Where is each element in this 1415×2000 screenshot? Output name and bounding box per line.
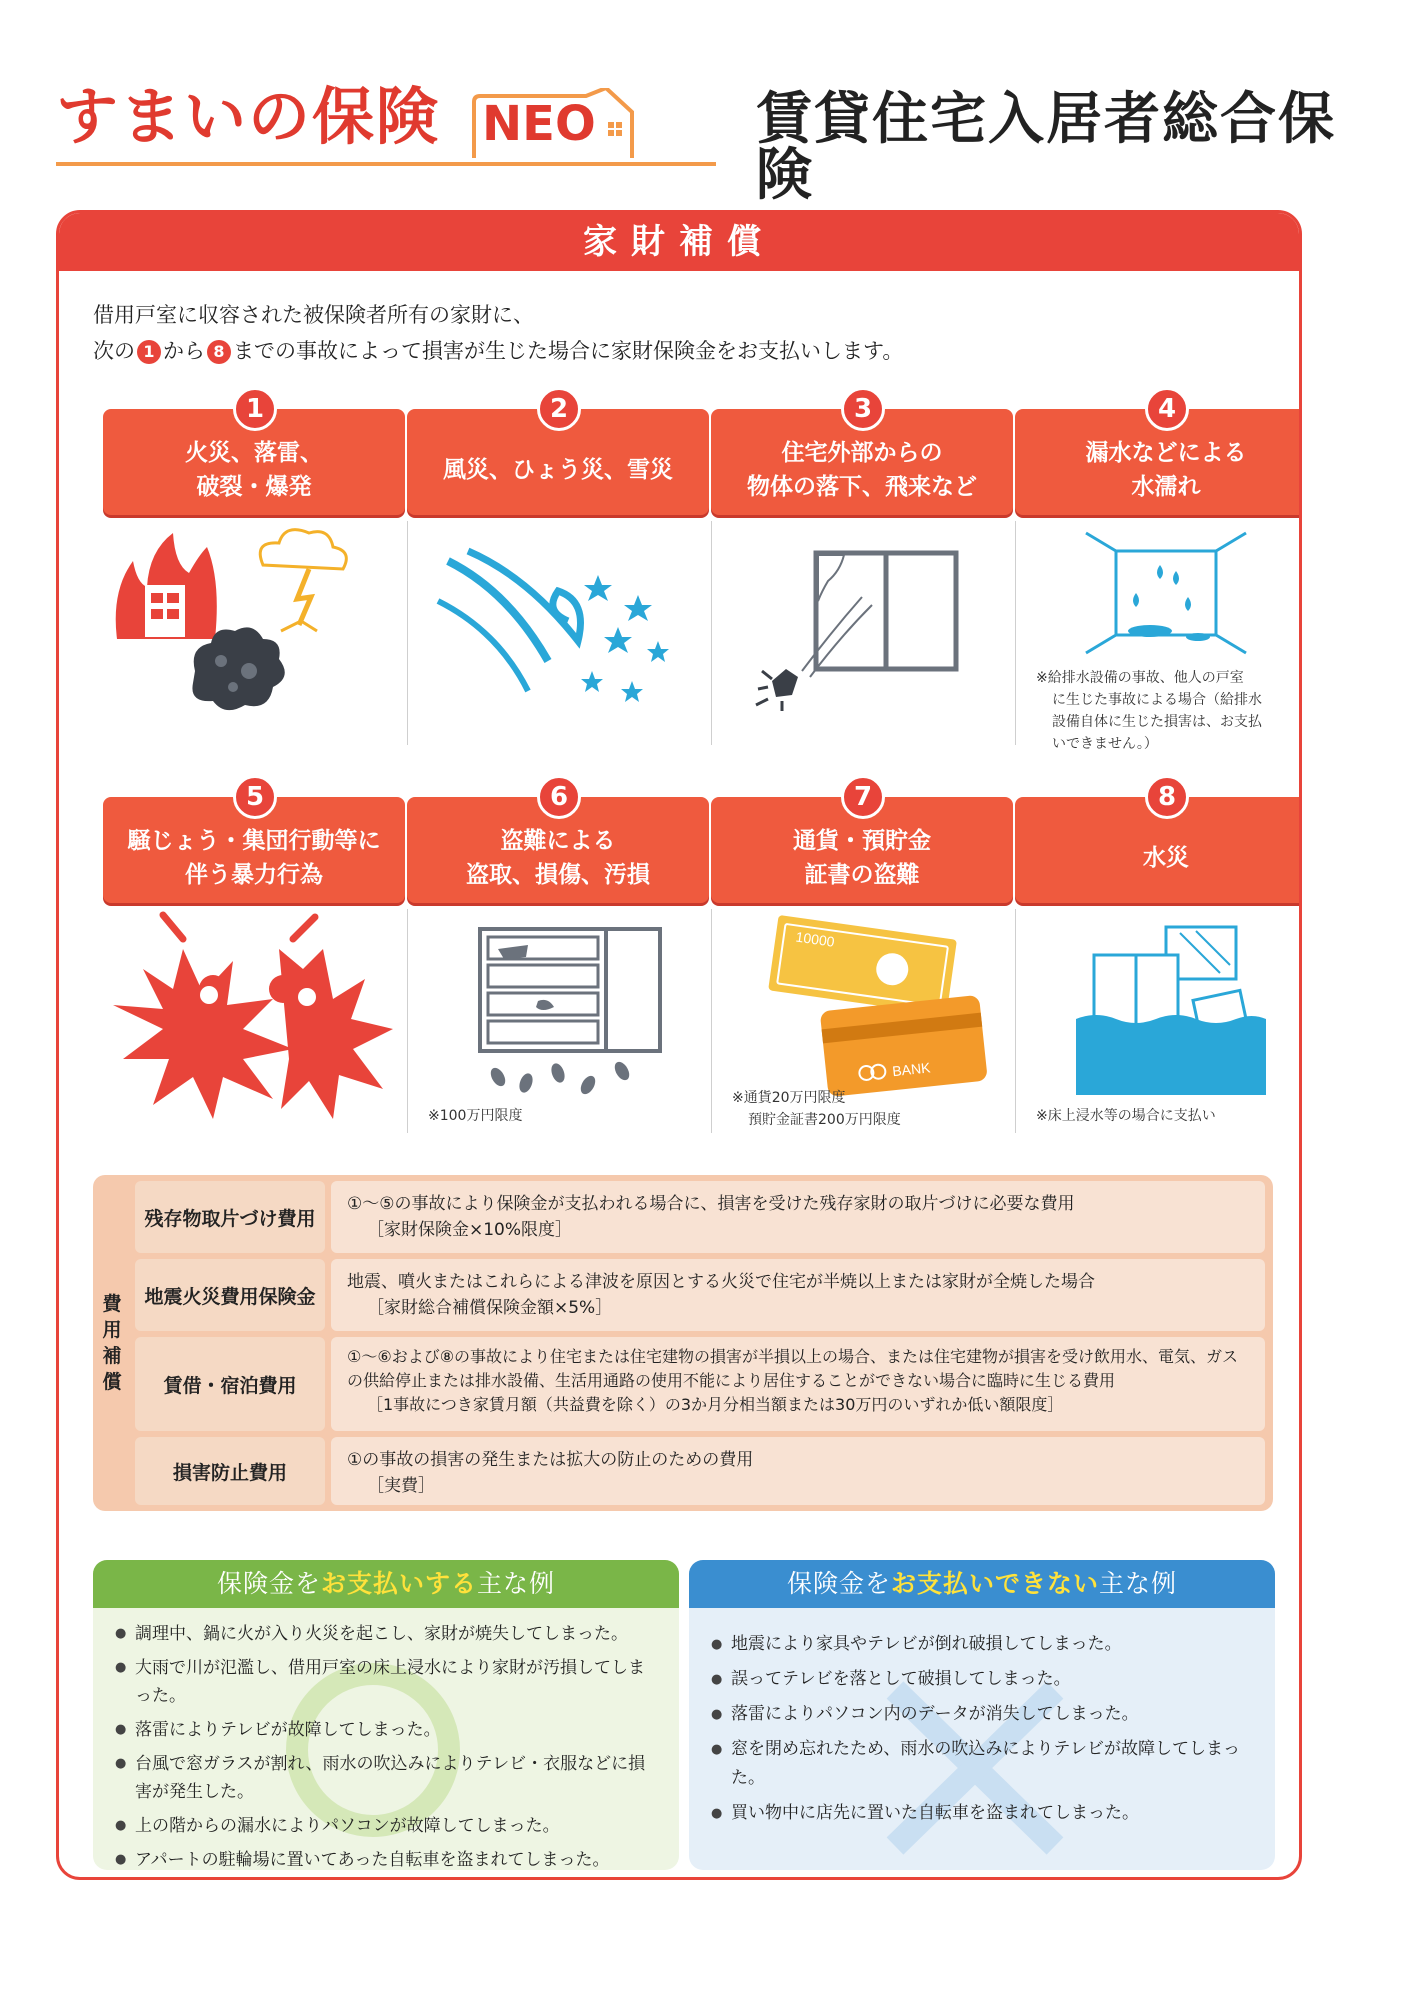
cost-row [135,1437,1265,1505]
brand-name: すまいの保険 [56,80,441,153]
cost-name: 地震火災費用保険金 [135,1259,325,1331]
incident-number: 5 [233,775,277,819]
cost-description: ①の事故の損害の発生または拡大の防止のための費用 ［実費］ [331,1437,1265,1505]
cost-side-label: 費 用 補 償 [102,1293,122,1393]
cost-row [135,1337,1265,1431]
incident-number: 2 [537,387,581,431]
cost-row [135,1259,1265,1331]
cost-name: 賃借・宿泊費用 [135,1337,325,1431]
falling-object-icon [711,521,1013,745]
incident-card-2 [407,394,709,745]
cost-name: 損害防止費用 [135,1437,325,1505]
incident-note: ※100万円限度 [428,1108,523,1124]
cost-description: ①～⑤の事故により保険金が支払われる場合に、損害を受けた残存家財の取片づけに必要な費用 ［家財保険金×10%限度］ [331,1181,1265,1253]
brand-neo-text: NEO [482,96,596,152]
incident-card-7 [711,782,1013,1133]
incident-number: 7 [841,775,885,819]
cost-name: 残存物取片づけ費用 [135,1181,325,1253]
incident-card-6 [407,782,709,1133]
incident-label: 盗難による 盗取、損傷、汚損 [407,797,709,903]
cost-row [135,1181,1265,1253]
incident-note: ※通貨20万円限度 預貯金証書200万円限度 [732,1090,901,1128]
intro-line-1: 借用戸室に収容された被保険者所有の家財に、 [93,303,534,327]
examples-paid-title: 保険金をお支払いする主な例 [93,1560,679,1608]
list-item: ● 窓を閉め忘れたため、雨水の吹込みによりテレビが故障してしまった。 [711,1735,1257,1793]
cost-description: ①～⑥および⑧の事故により住宅または住宅建物の損害が半損以上の場合、または住宅建物が損害を受け飲用水、電気、ガスの供給停止または排水設備、生活用通路の使用不能により居住することができない場合に臨時に生じる費用 ［1事故につき家賃月額（共益費を除く）の3か月分相当額または30万円のいずれか低い額限度］ [331,1337,1265,1431]
list-item: ● 買い物中に店先に置いた自転車を盗まれてしまった。 [711,1799,1257,1828]
household-goods-panel [56,210,1302,1880]
cost-description: 地震、噴火またはこれらによる津波を原因とする火災で住宅が半焼以上または家財が全焼した場合 ［家財総合補償保険金額×5%］ [331,1259,1265,1331]
riot-icon [103,909,405,1133]
list-item: ● 調理中、鍋に火が入り火災を起こし、家財が焼失してしまった。 [115,1620,661,1648]
incident-card-1 [103,394,405,745]
cost-coverage-table [93,1175,1273,1511]
incident-label: 漏水などによる 水濡れ [1015,409,1302,515]
examples-not-paid-list [689,1608,1275,1828]
card-bank-text: BANK [891,1059,932,1080]
list-item: ● 落雷によりパソコン内のデータが消失してしまった。 [711,1700,1257,1729]
brand-neo-badge [466,88,636,158]
list-item: ● アパートの駐輪場に置いてあった自転車を盗まれてしまった。 [115,1846,661,1870]
incident-label: 火災、落雷、 破裂・爆発 [103,409,405,515]
list-item: ● 地震により家具やテレビが倒れ破損してしまった。 [711,1630,1257,1659]
intro-number-end: 8 [207,340,231,364]
section-intro [93,297,1273,369]
incident-label: 水災 [1015,797,1302,903]
incident-label: 騒じょう・集団行動等に 伴う暴力行為 [103,797,405,903]
incident-number: 3 [841,387,885,431]
incident-card-4 [1015,394,1302,752]
incident-note: ※床上浸水等の場合に支払い [1036,1108,1216,1124]
examples-paid [93,1560,679,1870]
fire-lightning-explosion-icon [103,521,405,745]
water-leak-icon [1015,521,1302,752]
incident-note: ※給排水設備の事故、他人の戸室 に生じた事故による場合（給排水 設備自体に生じた損害は、お支払 いできません。） [1036,670,1262,752]
header [56,80,1356,208]
incident-label: 風災、ひょう災、雪災 [407,409,709,515]
examples-not-paid-title: 保険金をお支払いできない主な例 [689,1560,1275,1608]
theft-icon [407,909,709,1133]
examples-paid-list [93,1608,679,1870]
list-item: ● 上の階からの漏水によりパソコンが故障してしまった。 [115,1812,661,1840]
list-item: ● 誤ってテレビを落として破損してしまった。 [711,1665,1257,1694]
list-item: ● 落雷によりテレビが故障してしまった。 [115,1716,661,1744]
wind-hail-snow-icon [407,521,709,745]
incident-number: 4 [1145,387,1189,431]
banknote-text: 10000 [794,928,836,950]
list-item: ● 台風で窓ガラスが割れ、雨水の吹込みによりテレビ・衣服などに損害が発生した。 [115,1750,661,1806]
incident-number: 1 [233,387,277,431]
product-title: 賃貸住宅入居者総合保険 [756,87,1336,208]
list-item: ● 大雨で川が氾濫し、借用戸室の床上浸水により家財が汚損してしまった。 [115,1654,661,1710]
incident-card-8 [1015,782,1302,1133]
incident-label: 住宅外部からの 物体の落下、飛来など [711,409,1013,515]
brand-underline [56,162,716,166]
incident-label: 通貨・預貯金 証書の盗難 [711,797,1013,903]
incident-number: 6 [537,775,581,819]
examples-not-paid [689,1560,1275,1870]
cash-card-icon [711,909,1013,1133]
incident-card-3 [711,394,1013,745]
incident-card-5 [103,782,405,1133]
flood-icon [1015,909,1302,1133]
incident-number: 8 [1145,775,1189,819]
intro-number-start: 1 [137,340,161,364]
intro-line-2: 次の 1 から 8 までの事故によって損害が生じた場合に家財保険金をお支払いします。 [93,339,904,363]
section-title: 家財補償 [59,213,1299,271]
